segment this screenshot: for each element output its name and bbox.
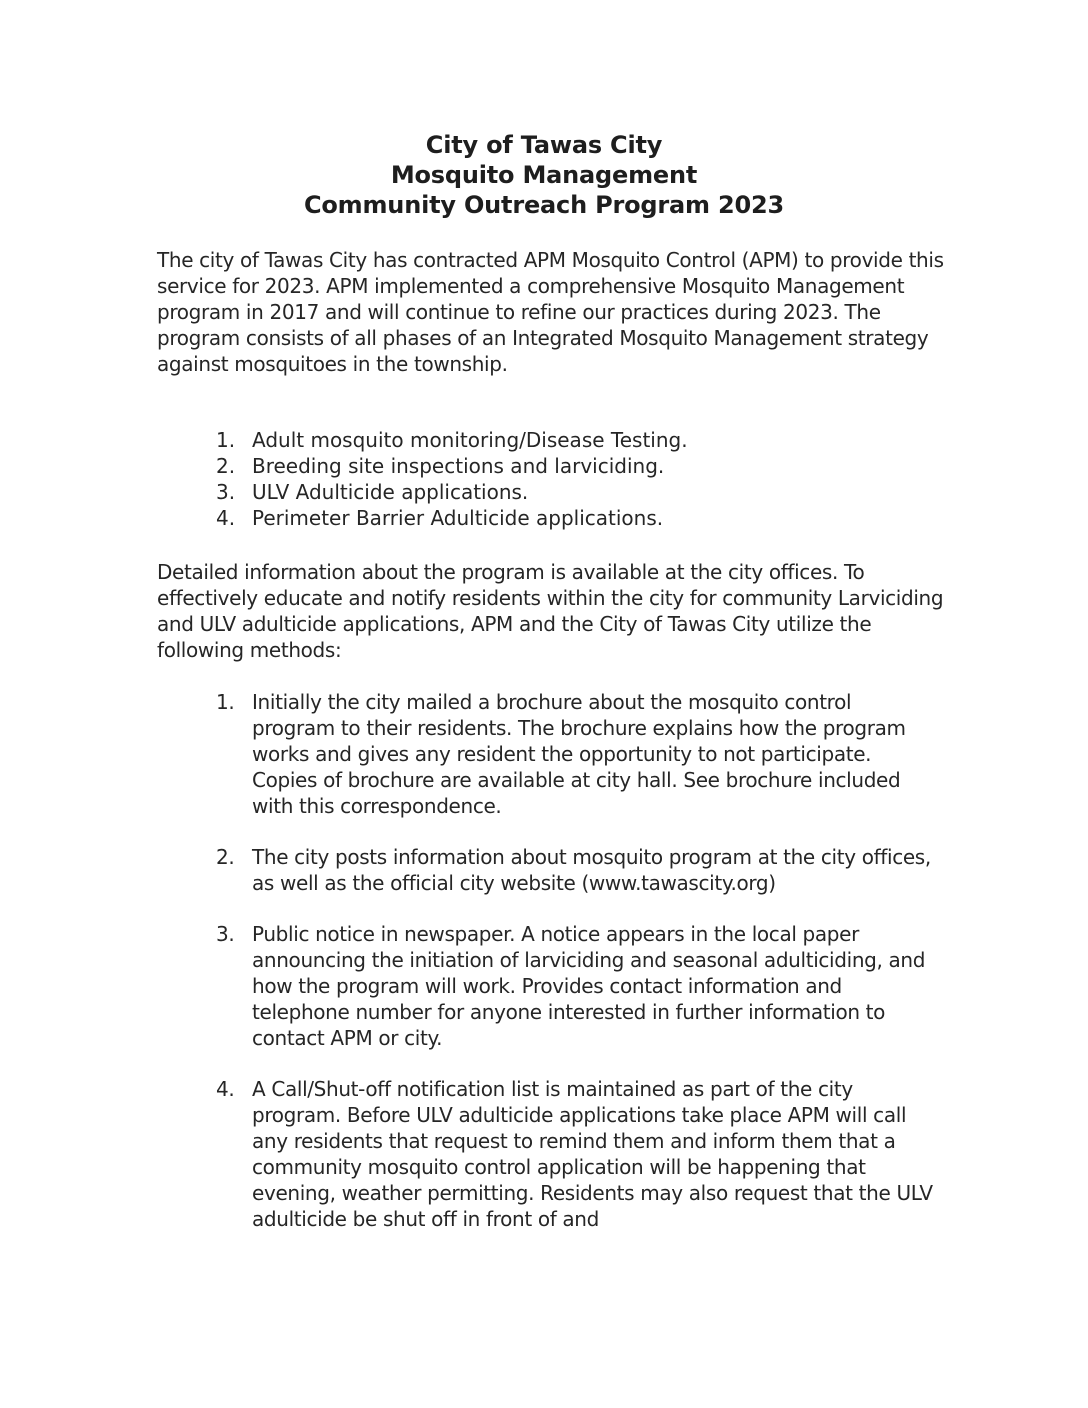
list-number: 4. (216, 506, 236, 530)
list-number: 1. (216, 690, 235, 714)
document-title (0, 130, 1088, 220)
list-number: 3. (216, 922, 235, 946)
list-number: 3. (216, 480, 236, 504)
detail-paragraph: Detailed information about the program is available at the city offices. To effectively educate and notify residents within the city for community Larviciding and ULV adulticide applications, APM and the City of Tawas City utilize the following methods: (157, 560, 944, 662)
list-item (216, 689, 936, 819)
list-item (216, 479, 836, 505)
list-text: A Call/Shut-off notification list is maintained as part of the city program. Before ULV adulticide applications take place APM will call any residents that request to remind them and inform them that a community mosquito control application will be happening that evening, weather permitting. Residents may also request that the ULV adulticide be shut off in front of and (252, 1077, 933, 1231)
list-item (216, 1076, 936, 1232)
list-number: 2. (216, 845, 235, 869)
title-line-program: Mosquito Management (390, 161, 698, 189)
list-item (216, 844, 936, 896)
title-line-outreach: Community Outreach Program 2023 (303, 191, 784, 219)
list-number: 1. (216, 428, 236, 452)
list-item (216, 427, 836, 453)
list-number: 2. (216, 454, 236, 478)
list-text: Breeding site inspections and larviciding. (252, 454, 665, 478)
list-text: The city posts information about mosquito program at the city offices, as well as the official city website (www.tawascity.org) (252, 845, 931, 895)
intro-paragraph: The city of Tawas City has contracted APM Mosquito Control (APM) to provide this service for 2023. APM implemented a comprehensive Mosquito Management program in 2017 and will continue to refine our practices during 2023. The program consists of all phases of an Integrated Mosquito Management strategy against mosquitoes in the township. (157, 248, 944, 376)
list-text: Public notice in newspaper. A notice appears in the local paper announcing the initiation of larviciding and seasonal adulticiding, and how the program will work. Provides contact information and telephone number for anyone interested in further information to contact APM or city. (252, 922, 926, 1050)
list-number: 4. (216, 1077, 235, 1101)
list-item (216, 505, 836, 531)
title-line-city: City of Tawas City (425, 131, 663, 159)
list-text: Perimeter Barrier Adulticide applications. (252, 506, 664, 530)
outreach-methods-list (216, 689, 936, 1257)
program-phases-list (216, 427, 836, 531)
list-item (216, 921, 936, 1051)
list-item (216, 453, 836, 479)
list-text: Initially the city mailed a brochure about the mosquito control program to their residents. The brochure explains how the program works and gives any resident the opportunity to not participate. Copies of brochure are available at city hall. See brochure included with this correspondence. (252, 690, 906, 818)
list-text: Adult mosquito monitoring/Disease Testing. (252, 428, 688, 452)
list-text: ULV Adulticide applications. (252, 480, 529, 504)
